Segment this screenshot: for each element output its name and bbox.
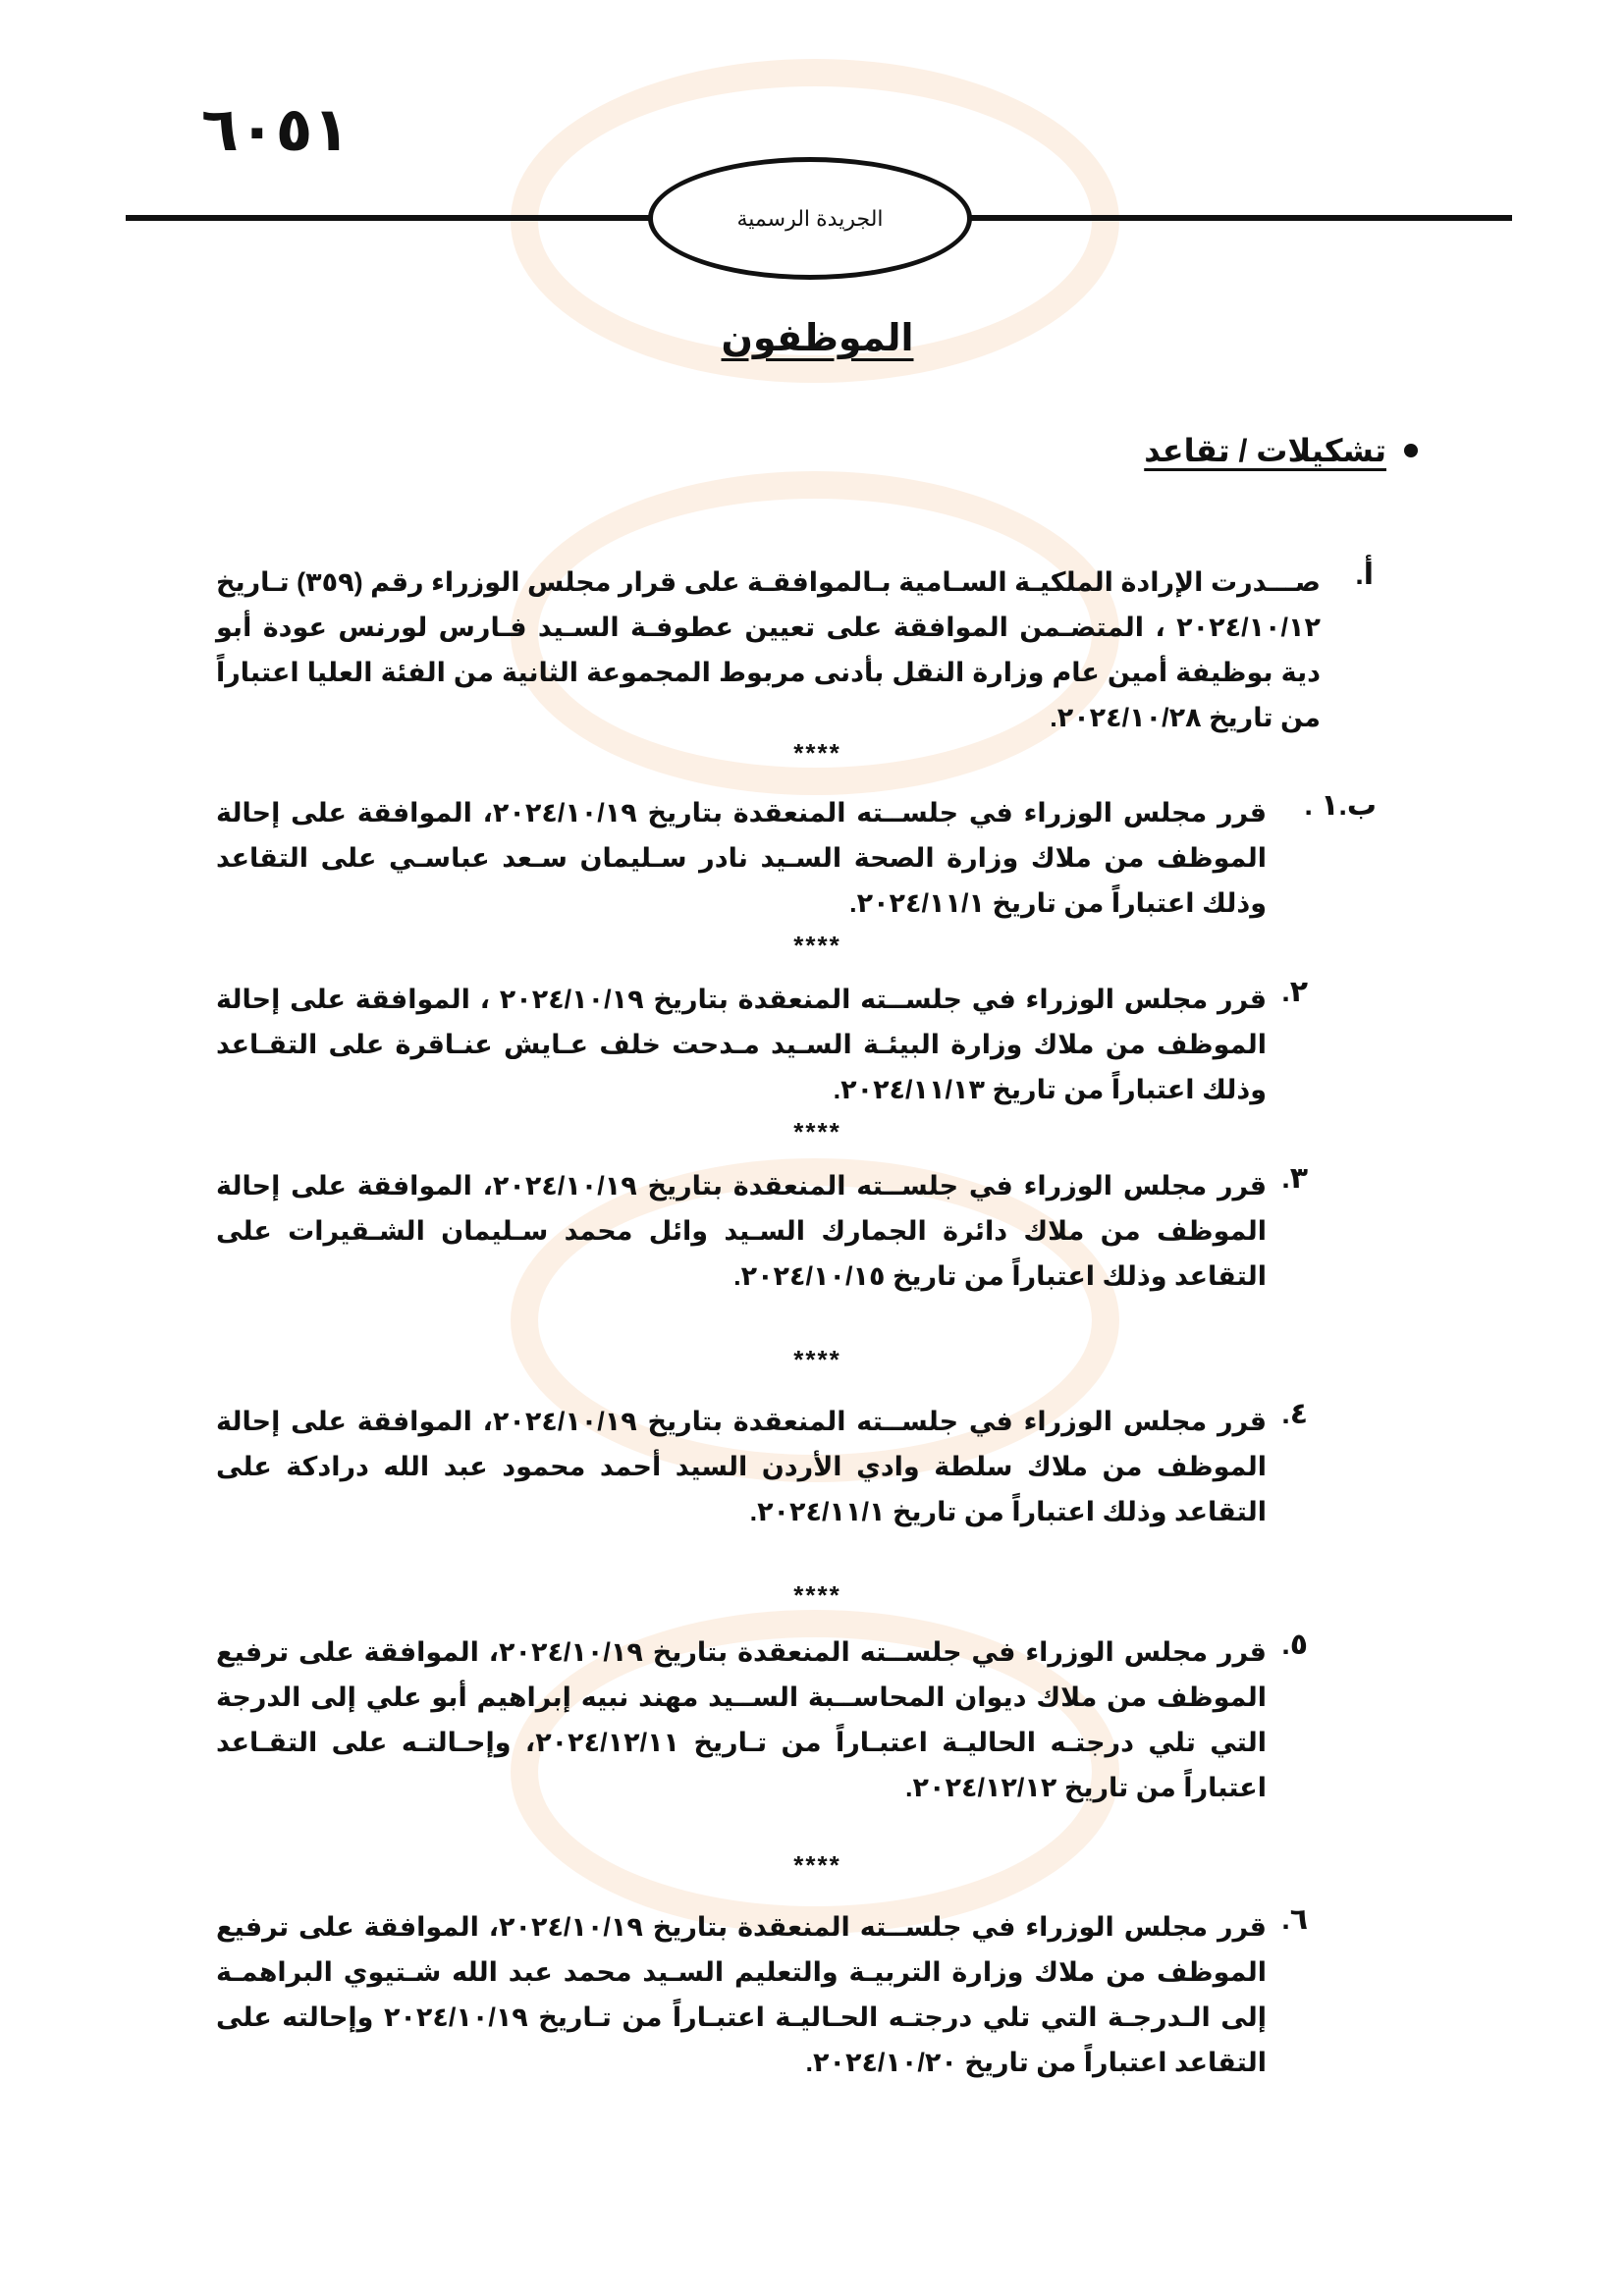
bullet-icon	[1404, 444, 1418, 457]
item-text: قرر مجلس الوزراء في جلســته المنعقدة بتاريخ ٢٠٢٤/١٠/١٩، الموافقة على إحالة الموظف من ملاك وزارة الصحة السـيد نادر سـليمان سـعد عباسـي على التقاعد وذلك اعتباراً من تاريخ ٢٠٢٤/١١/١.	[216, 798, 1267, 918]
separator: ****	[793, 1580, 841, 1610]
item-text: قرر مجلس الوزراء في جلســته المنعقدة بتاريخ ٢٠٢٤/١٠/١٩ ، الموافقة على إحالة الموظف من ملاك وزارة البيئـة السـيد مـدحت خلف عـايش عنـاقرة على التقـاعد وذلك اعتباراً من تاريخ ٢٠٢٤/١١/١٣.	[216, 985, 1268, 1104]
subsection-heading	[1144, 432, 1418, 469]
item-label: ٥.	[1281, 1629, 1308, 1661]
separator: ****	[793, 931, 841, 960]
item-text: قرر مجلس الوزراء في جلســته المنعقدة بتاريخ ٢٠٢٤/١٠/١٩، الموافقة على إحالة الموظف من ملاك دائرة الجمارك السـيد وائل محمد سـليمان الشـقيرات على التقاعد وذلك اعتباراً من تاريخ ٢٠٢٤/١٠/١٥.	[216, 1171, 1267, 1291]
item-label: ب.١ .	[1304, 789, 1377, 822]
subsection-title: تشكيلات / تقاعد	[1144, 433, 1386, 468]
item-text: قرر مجلس الوزراء في جلســته المنعقدة بتاريخ ٢٠٢٤/١٠/١٩، الموافقة على ترفيع الموظف من ملاك ديوان المحاســبة الســيد مهند نبيه إبراهيم أبو علي إلى الدرجة التي تلي درجتـه الحاليـة اعتبـاراً من تـاريخ ٢٠٢٤/١٢/١١، وإحـالتـه على التقـاعد اعتباراً من تاريخ ٢٠٢٤/١٢/١٢.	[216, 1637, 1267, 1802]
page-number: ٦٠٥١	[201, 96, 351, 164]
item-text: قرر مجلس الوزراء في جلســته المنعقدة بتاريخ ٢٠٢٤/١٠/١٩، الموافقة على ترفيع الموظف من ملاك وزارة التربيـة والتعليم السـيد محمد عبد الله شـتيوي البراهمـة إلى الـدرجـة التي تلي درجتـه الحـاليـة اعتبـاراً من تـاريخ ٢٠٢٤/١٠/١٩ وإحالته على التقاعد اعتباراً من تاريخ ٢٠٢٤/١٠/٢٠.	[216, 1912, 1267, 2077]
item-text: صـــدرت الإرادة الملكيـة السـامية بـالموافقـة على قرار مجلس الوزراء رقم (٣٥٩) تـاريخ ٢٠٢٤/١٠/١٢ ، المتضـمن الموافقة على تعيين عطوفـة السـيد فـارس لورنس عودة أبو دية بوظيفة أمين عام وزارة النقل بأدنى مربوط المجموعة الثانية من الفئة العليا اعتباراً من تاريخ ٢٠٢٤/١٠/٢٨.	[216, 567, 1321, 732]
publication-name: الجريدة الرسمية	[736, 205, 884, 231]
item-text: قرر مجلس الوزراء في جلســته المنعقدة بتاريخ ٢٠٢٤/١٠/١٩، الموافقة على إحالة الموظف من ملاك سلطة وادي الأردن السيد أحمد محمود عبد الله درادكة على التقاعد وذلك اعتباراً من تاريخ ٢٠٢٤/١١/١.	[216, 1407, 1267, 1526]
publication-badge	[648, 157, 972, 280]
item-label: أ.	[1355, 559, 1374, 591]
separator: ****	[793, 1117, 841, 1147]
separator: ****	[793, 1850, 841, 1880]
item-label: ٤.	[1281, 1398, 1308, 1430]
item-label: ٢.	[1281, 976, 1308, 1008]
separator: ****	[793, 1345, 841, 1374]
item-label: ٣.	[1281, 1162, 1308, 1195]
separator: ****	[793, 738, 841, 768]
item-label: ٦.	[1281, 1903, 1308, 1936]
section-title: الموظفون	[721, 318, 914, 359]
